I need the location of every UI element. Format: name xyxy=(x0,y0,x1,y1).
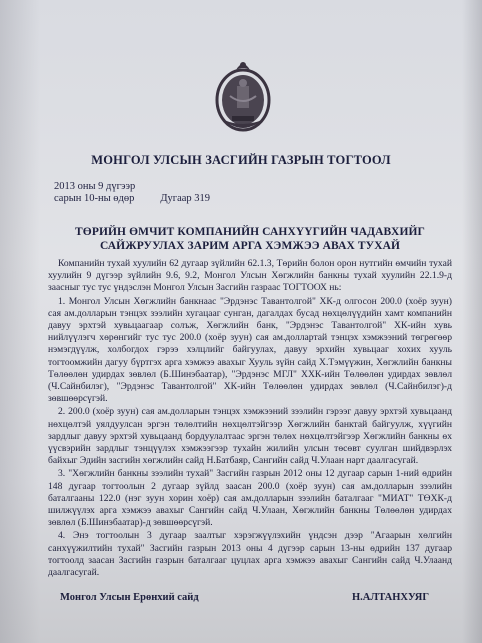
paragraph-1: 1. Монгол Улсын Хөгжлийн банкнаас "Эрдэнэс Тавантолгой" ХК-д олгосон 200.0 (хоёр зуун) сая ам.долларын тэнцэх зээлийн хугацааг сунган, дагалдах бусад нөхцөлүүдийн хамт компанийн давуу эрхтэй хувьцаагаар солъж, Хөгжлийн банк, "Эрдэнэс Тавантолгой" ХК-ийн хувь нийлүүлэгч хөрөнгийг тус тус 200.0 (хоёр зуун) сая ам.доллартай тэнцэх хэмжээний төгрөгөөр нэмэгдүүлж, холбогдох гэрээ хэлцлийг байгуулах, давуу эрхийн хувьцааг хохих хууль тогтоомжийн дагуу бүртгэх арга хэмжээ авахыг Хууль зүйн сайд Х.Тэмүүжин, Хөгжлийн банкны Төлөөлөн удирдах зөвлөл (Б.Шинэбаатар), "Эрдэнэс МГЛ" ХХК-ийн Төлөөлөн удирдах зөвлөл (Ч.Сайнбилэг), "Эрдэнэс Тавантолгой" ХК-ийн Төлөөлөн удирдах зөвлөл (Ч.Сайнбилэг)-д зөвшөөрсүгэй. xyxy=(48,295,452,405)
page-shadow-left xyxy=(0,0,40,643)
date-line: 2013 оны 9 дүгээр xyxy=(54,181,136,192)
document-number: Дугаар 319 xyxy=(160,193,211,204)
intro-paragraph: Компанийн тухай хуулийн 62 дугаар зүйлийн 62.1.3, Төрийн болон орон нутгийн өмчийн тухай хуулийн 9 дүгээр зүйлийн 9.6, 9.2, Монгол Улсын Хөгжлийн банкны тухай хуулийн 22.1.9-д заасныг тус тус үндэслэн Монгол Улсын Засгийн газраас ТОГТООХ нь: xyxy=(48,258,452,294)
signatory-role: Монгол Улсын Ерөнхий сайд xyxy=(60,592,199,603)
paragraph-3: 3. "Хөгжлийн банкны зээлийн тухай" Засгийн газрын 2012 оны 12 дугаар сарын 1-ний өдрийн 148 дугаар тогтоолын 2 дугаар зүйлд заасан 200.0 (хоёр зуун) сая ам.долларын зээлийн баталгааны 122.0 (нэг зуун хорин хоёр) сая ам.долларын зээлийн баталгааг "МИАТ" ТӨХК-д шилжүүлэх арга хэмжээ авахыг Сангийн сайд Ч.Улаан, Хөгжлийн банкны Төлөөлөн удирдах зөвлөл (Б.Шинэбаатар)-д зөвшөөрсүгэй. xyxy=(48,468,452,529)
paragraph-2: 2. 200.0 (хоёр зуун) сая ам.долларын тэнцэх хэмжээний зээлийн гэрээг давуу эрхтэй хувьцаанд нөхцөлтэй уялдуулсан эргэн төлөлтийн нөхцөлтэйгээр Хөгжлийн банктай байгуулж, хүүгийн зардлыг давуу эрхтэй хувьцаанд бордуулалтаас эргэн төлөх нөхцөлтэйгээр Хөгжлийн банкны өх үүсвэрийн зардлыг тэнцүүлэх хэмжээгээр тухайн жилийн улсын төсөвт суулган шийдвэрлэх байхыг Эдийн засгийн хөгжлийн сайд Н.Батбаяр, Сангийн сайд Ч.Улаан нарт даалгасугай. xyxy=(48,406,452,467)
page-shadow-right xyxy=(462,0,482,643)
document-title: МОНГОЛ УЛСЫН ЗАСГИЙН ГАЗРЫН ТОГТООЛ xyxy=(91,153,391,167)
date-day: сарын 10-ны өдөр xyxy=(54,193,135,204)
resolution-body xyxy=(48,258,452,580)
state-emblem-icon xyxy=(210,56,276,136)
signatory-name: Н.АЛТАНХУЯГ xyxy=(352,592,430,603)
date-number-line xyxy=(54,193,236,205)
document-meta xyxy=(54,181,236,205)
heading-line-2: САЙЖРУУЛАХ ЗАРИМ АРГА ХЭМЖЭЭ АВАХ ТУХАЙ xyxy=(99,240,401,252)
resolution-heading xyxy=(50,225,450,253)
heading-line-1: ТӨРИЙН ӨМЧИТ КОМПАНИЙН САНХҮҮГИЙН ЧАДАВХИЙГ xyxy=(75,226,425,238)
paragraph-4: 4. Энэ тогтоолын 3 дугаар заалтыг хэрэгжүүлэхийн үндсэн дээр "Агаарын хөлгийн санхүүжилтийн тухай" Засгийн газрын 2013 оны 4 дүгээр сарын 13-ны өдрийн 137 дугаар тогтоолд заасан Засгийн газрын баталгааг цуцлах арга хэмжээ авахыг Сангийн сайд Ч.Улаанд даалгасугай. xyxy=(48,530,452,579)
